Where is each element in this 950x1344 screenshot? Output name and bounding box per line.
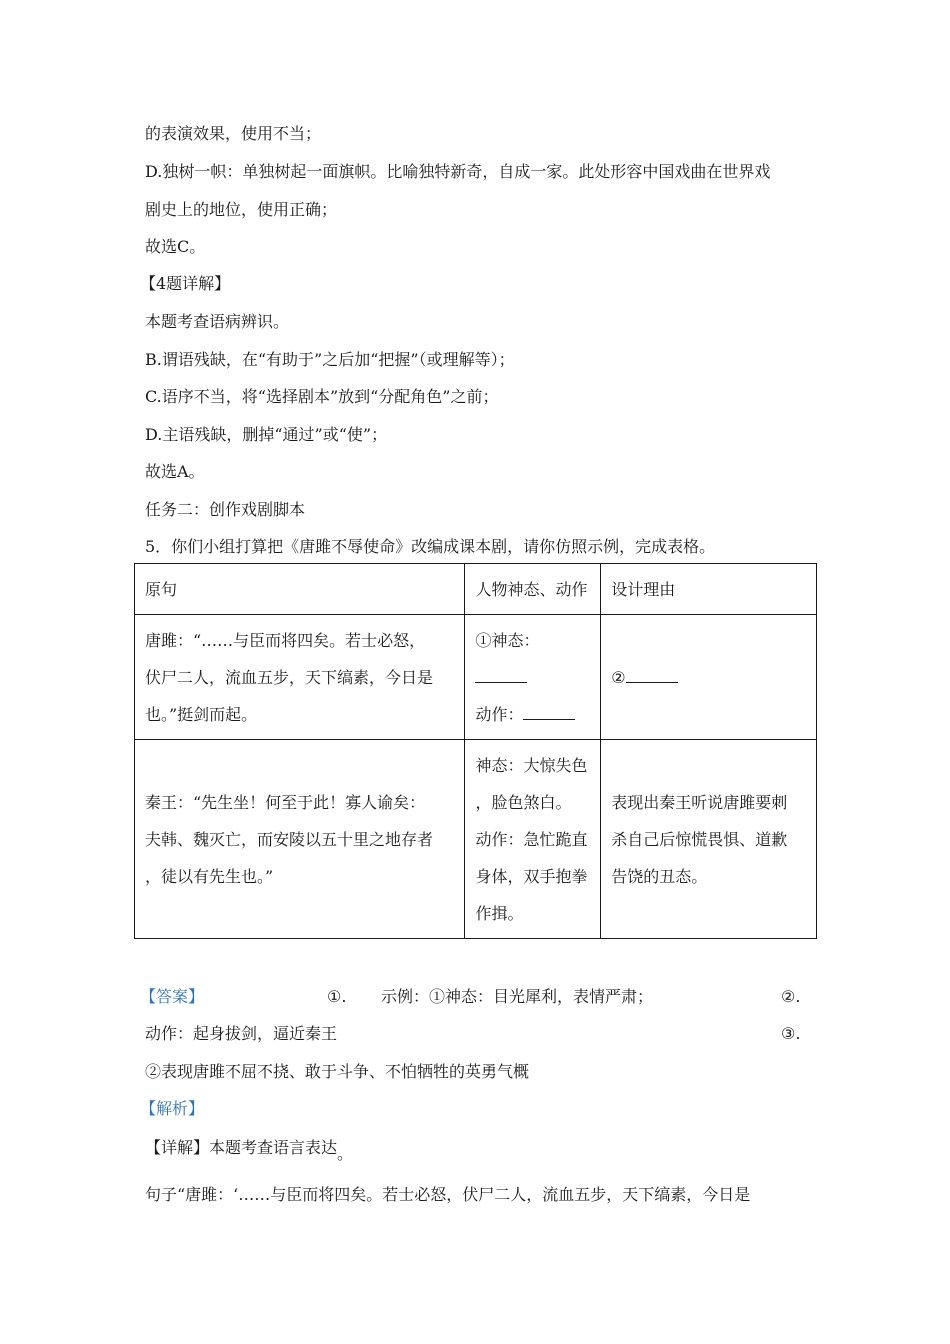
text-line: 故选A。 <box>145 462 205 481</box>
answer-text: 动作：起身拔剑，逼近秦王 <box>145 1024 338 1043</box>
expression-cell: ①神态： 动作： <box>465 615 601 740</box>
text-line: D.主语残缺，删掉“通过”或“使”； <box>145 425 388 444</box>
table-row <box>135 615 817 740</box>
task-heading: 任务二：创作戏剧脚本 <box>145 500 306 519</box>
analysis-text: 句子“唐雎：‘……与臣而将四矣。若士必怒，伏尸二人，流血五步，天下缟素，今日是 <box>145 1185 751 1204</box>
answer-number: ①. <box>327 987 347 1006</box>
original-cell: 唐雎：“……与臣而将四矣。若士必怒， 伏尸二人，流血五步，天下缟素，今日是 也。”挺剑而起。 <box>135 615 465 740</box>
text-line: B.谓语残缺，在“有助于”之后加“把握”（或理解等）； <box>145 350 515 369</box>
text-line: 的表演效果，使用不当； <box>145 124 322 143</box>
text-line: C.语序不当，将“选择剧本”放到“分配角色”之前； <box>145 387 499 406</box>
header-cell: 设计理由 <box>601 564 817 615</box>
analysis-tag: 【解析】 <box>140 1099 205 1118</box>
question-text: 5．你们小组打算把《唐雎不辱使命》改编成课本剧，请你仿照示例，完成表格。 <box>145 537 716 556</box>
table-header-row <box>135 564 817 615</box>
answer-table <box>134 563 817 939</box>
fill-blank[interactable] <box>626 668 678 683</box>
header-cell: 原句 <box>135 564 465 615</box>
text-line: 本题考查语病辨识。 <box>145 312 290 331</box>
reason-cell: 表现出秦王听说唐雎要刺 杀自己后惊慌畏惧、道歉 告饶的丑态。 <box>601 740 817 939</box>
answer-tag: 【答案】 <box>140 987 205 1006</box>
answer-text: ②表现唐雎不屈不挠、敢于斗争、不怕牺牲的英勇气概 <box>145 1062 530 1081</box>
text-line: 故选C。 <box>145 237 206 256</box>
header-cell: 人物神态、动作 <box>465 564 601 615</box>
reason-cell: ② <box>601 615 817 740</box>
original-cell: 秦王：“先生坐！何至于此！寡人谕矣： 夫韩、魏灭亡，而安陵以五十里之地存者 ，徒以有先生也。” <box>135 740 465 939</box>
fill-blank[interactable] <box>523 705 575 720</box>
expression-cell: 神态：大惊失色 ，脸色煞白。 动作：急忙跪直 身体，双手抱拳 作揖。 <box>465 740 601 939</box>
detail-line: 【详解】本题考查语言表达。 <box>145 1138 354 1163</box>
answer-number: ③. <box>781 1024 801 1043</box>
answer-text: 示例：①神态：目光犀利，表情严肃； <box>381 987 654 1006</box>
answer-number: ②. <box>781 987 801 1006</box>
text-line: 剧史上的地位，使用正确； <box>145 200 338 219</box>
section-heading: 【4题详解】 <box>140 274 231 293</box>
text-line: D.独树一帜：单独树起一面旗帜。比喻独特新奇，自成一家。此处形容中国戏曲在世界戏 <box>145 162 771 181</box>
table-row <box>135 740 817 939</box>
fill-blank[interactable] <box>475 668 527 683</box>
